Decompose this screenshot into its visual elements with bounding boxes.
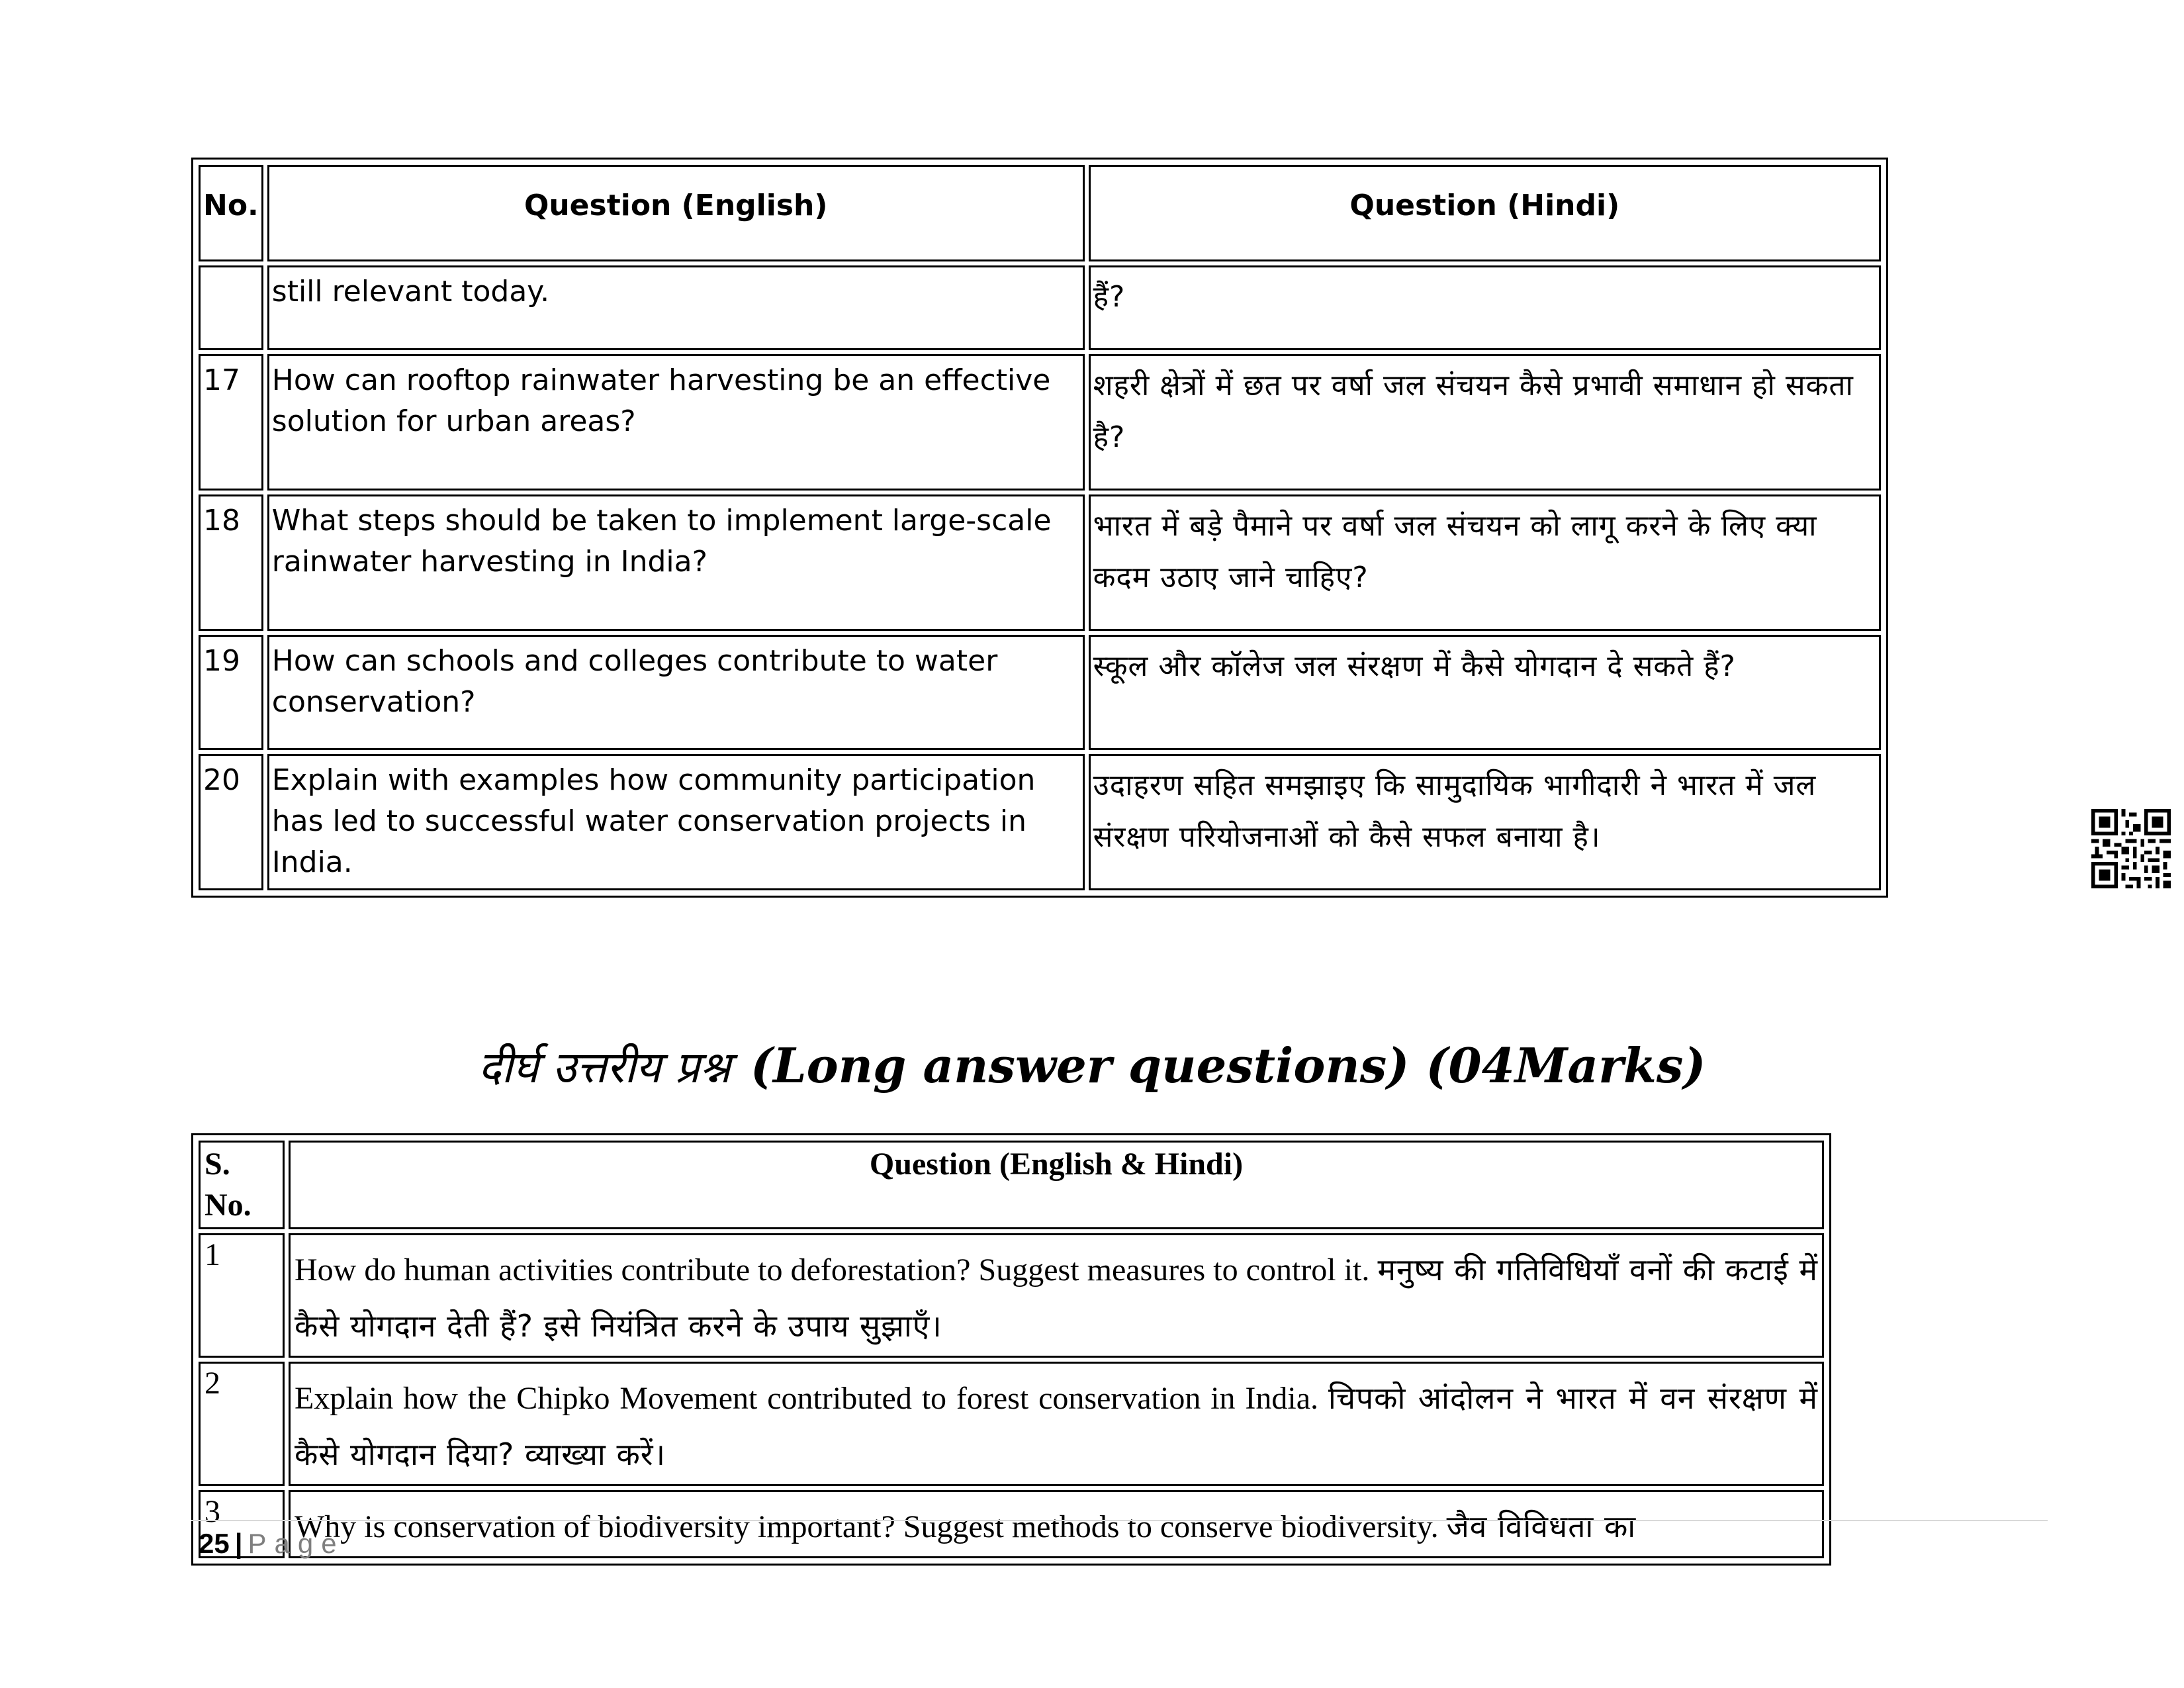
- question-hindi: चिपको आंदोलन ने भारत में वन संरक्षण में कैसे योगदान दिया? व्याख्या करें।: [295, 1380, 1819, 1472]
- row-number: [199, 265, 263, 350]
- question-hindi: स्कूल और कॉलेज जल संरक्षण में कैसे योगदान दे सकते हैं?: [1089, 635, 1881, 750]
- short-answer-table: [191, 158, 1888, 898]
- long-answer-table: [191, 1133, 1831, 1566]
- table-header-row: [199, 165, 1881, 261]
- table-row: [199, 354, 1881, 491]
- row-number: 20: [199, 754, 263, 890]
- table-row: [199, 635, 1881, 750]
- page-number: 25: [199, 1528, 230, 1559]
- question-hindi: शहरी क्षेत्रों में छत पर वर्षा जल संचयन कैसे प्रभावी समाधान हो सकता है?: [1089, 354, 1881, 491]
- row-number: 18: [199, 494, 263, 631]
- section-heading: [0, 1036, 2184, 1096]
- table-row: [199, 265, 1881, 350]
- question-english: Explain how the Chipko Movement contributed to forest conservation in India.: [295, 1381, 1319, 1416]
- table-header-row: [199, 1141, 1824, 1229]
- question-english: What steps should be taken to implement large-scale rainwater harvesting in India?: [267, 494, 1085, 631]
- header-sno: S. No.: [199, 1141, 285, 1229]
- question-english: How can schools and colleges contribute to water conservation?: [267, 635, 1085, 750]
- question-cell: [289, 1362, 1824, 1486]
- header-no: No.: [199, 165, 263, 261]
- question-hindi: उदाहरण सहित समझाइए कि सामुदायिक भागीदारी ने भारत में जल संरक्षण परियोजनाओं को कैसे सफल बनाया है।: [1089, 754, 1881, 890]
- heading-english: (Long answer questions) (04Marks): [750, 1037, 1706, 1094]
- question-hindi: भारत में बड़े पैमाने पर वर्षा जल संचयन को लागू करने के लिए क्या कदम उठाए जाने चाहिए?: [1089, 494, 1881, 631]
- footer-separator: |: [234, 1528, 243, 1559]
- row-number: 2: [199, 1362, 285, 1486]
- question-english: Why is conservation of biodiversity important? Suggest methods to conserve biodiversity.: [295, 1509, 1439, 1544]
- qr-code-icon: [2091, 809, 2171, 888]
- row-number: 1: [199, 1233, 285, 1358]
- header-english: Question (English): [267, 165, 1085, 261]
- question-hindi: हैं?: [1089, 265, 1881, 350]
- row-number: 19: [199, 635, 263, 750]
- table-row: [199, 494, 1881, 631]
- question-hindi: मनुष्य की गतिविधियाँ वनों की कटाई में कैसे योगदान देती हैं? इसे नियंत्रित करने के उपाय सुझाएँ।: [295, 1252, 1819, 1344]
- question-english: How can rooftop rainwater harvesting be an effective solution for urban areas?: [267, 354, 1085, 491]
- question-cell: [289, 1233, 1824, 1358]
- question-english: Explain with examples how community participation has led to successful water conservation projects in India.: [267, 754, 1085, 890]
- header-question: Question (English & Hindi): [289, 1141, 1824, 1229]
- page-footer: [199, 1524, 345, 1564]
- header-hindi: Question (Hindi): [1089, 165, 1881, 261]
- question-english: How do human activities contribute to deforestation? Suggest measures to control it.: [295, 1252, 1370, 1288]
- question-hindi: जैव विविधता का: [1446, 1509, 1637, 1544]
- table-row: [199, 1362, 1824, 1486]
- table-row: [199, 754, 1881, 890]
- table-row: [199, 1490, 1824, 1558]
- question-cell: [289, 1490, 1824, 1558]
- footer-divider: [191, 1520, 2048, 1521]
- question-english: still relevant today.: [267, 265, 1085, 350]
- row-number: 17: [199, 354, 263, 491]
- heading-hindi: दीर्घ उत्तरीय प्रश्न: [478, 1042, 731, 1093]
- table-row: [199, 1233, 1824, 1358]
- page-label: Page: [248, 1528, 345, 1559]
- row-number: 3: [199, 1490, 285, 1558]
